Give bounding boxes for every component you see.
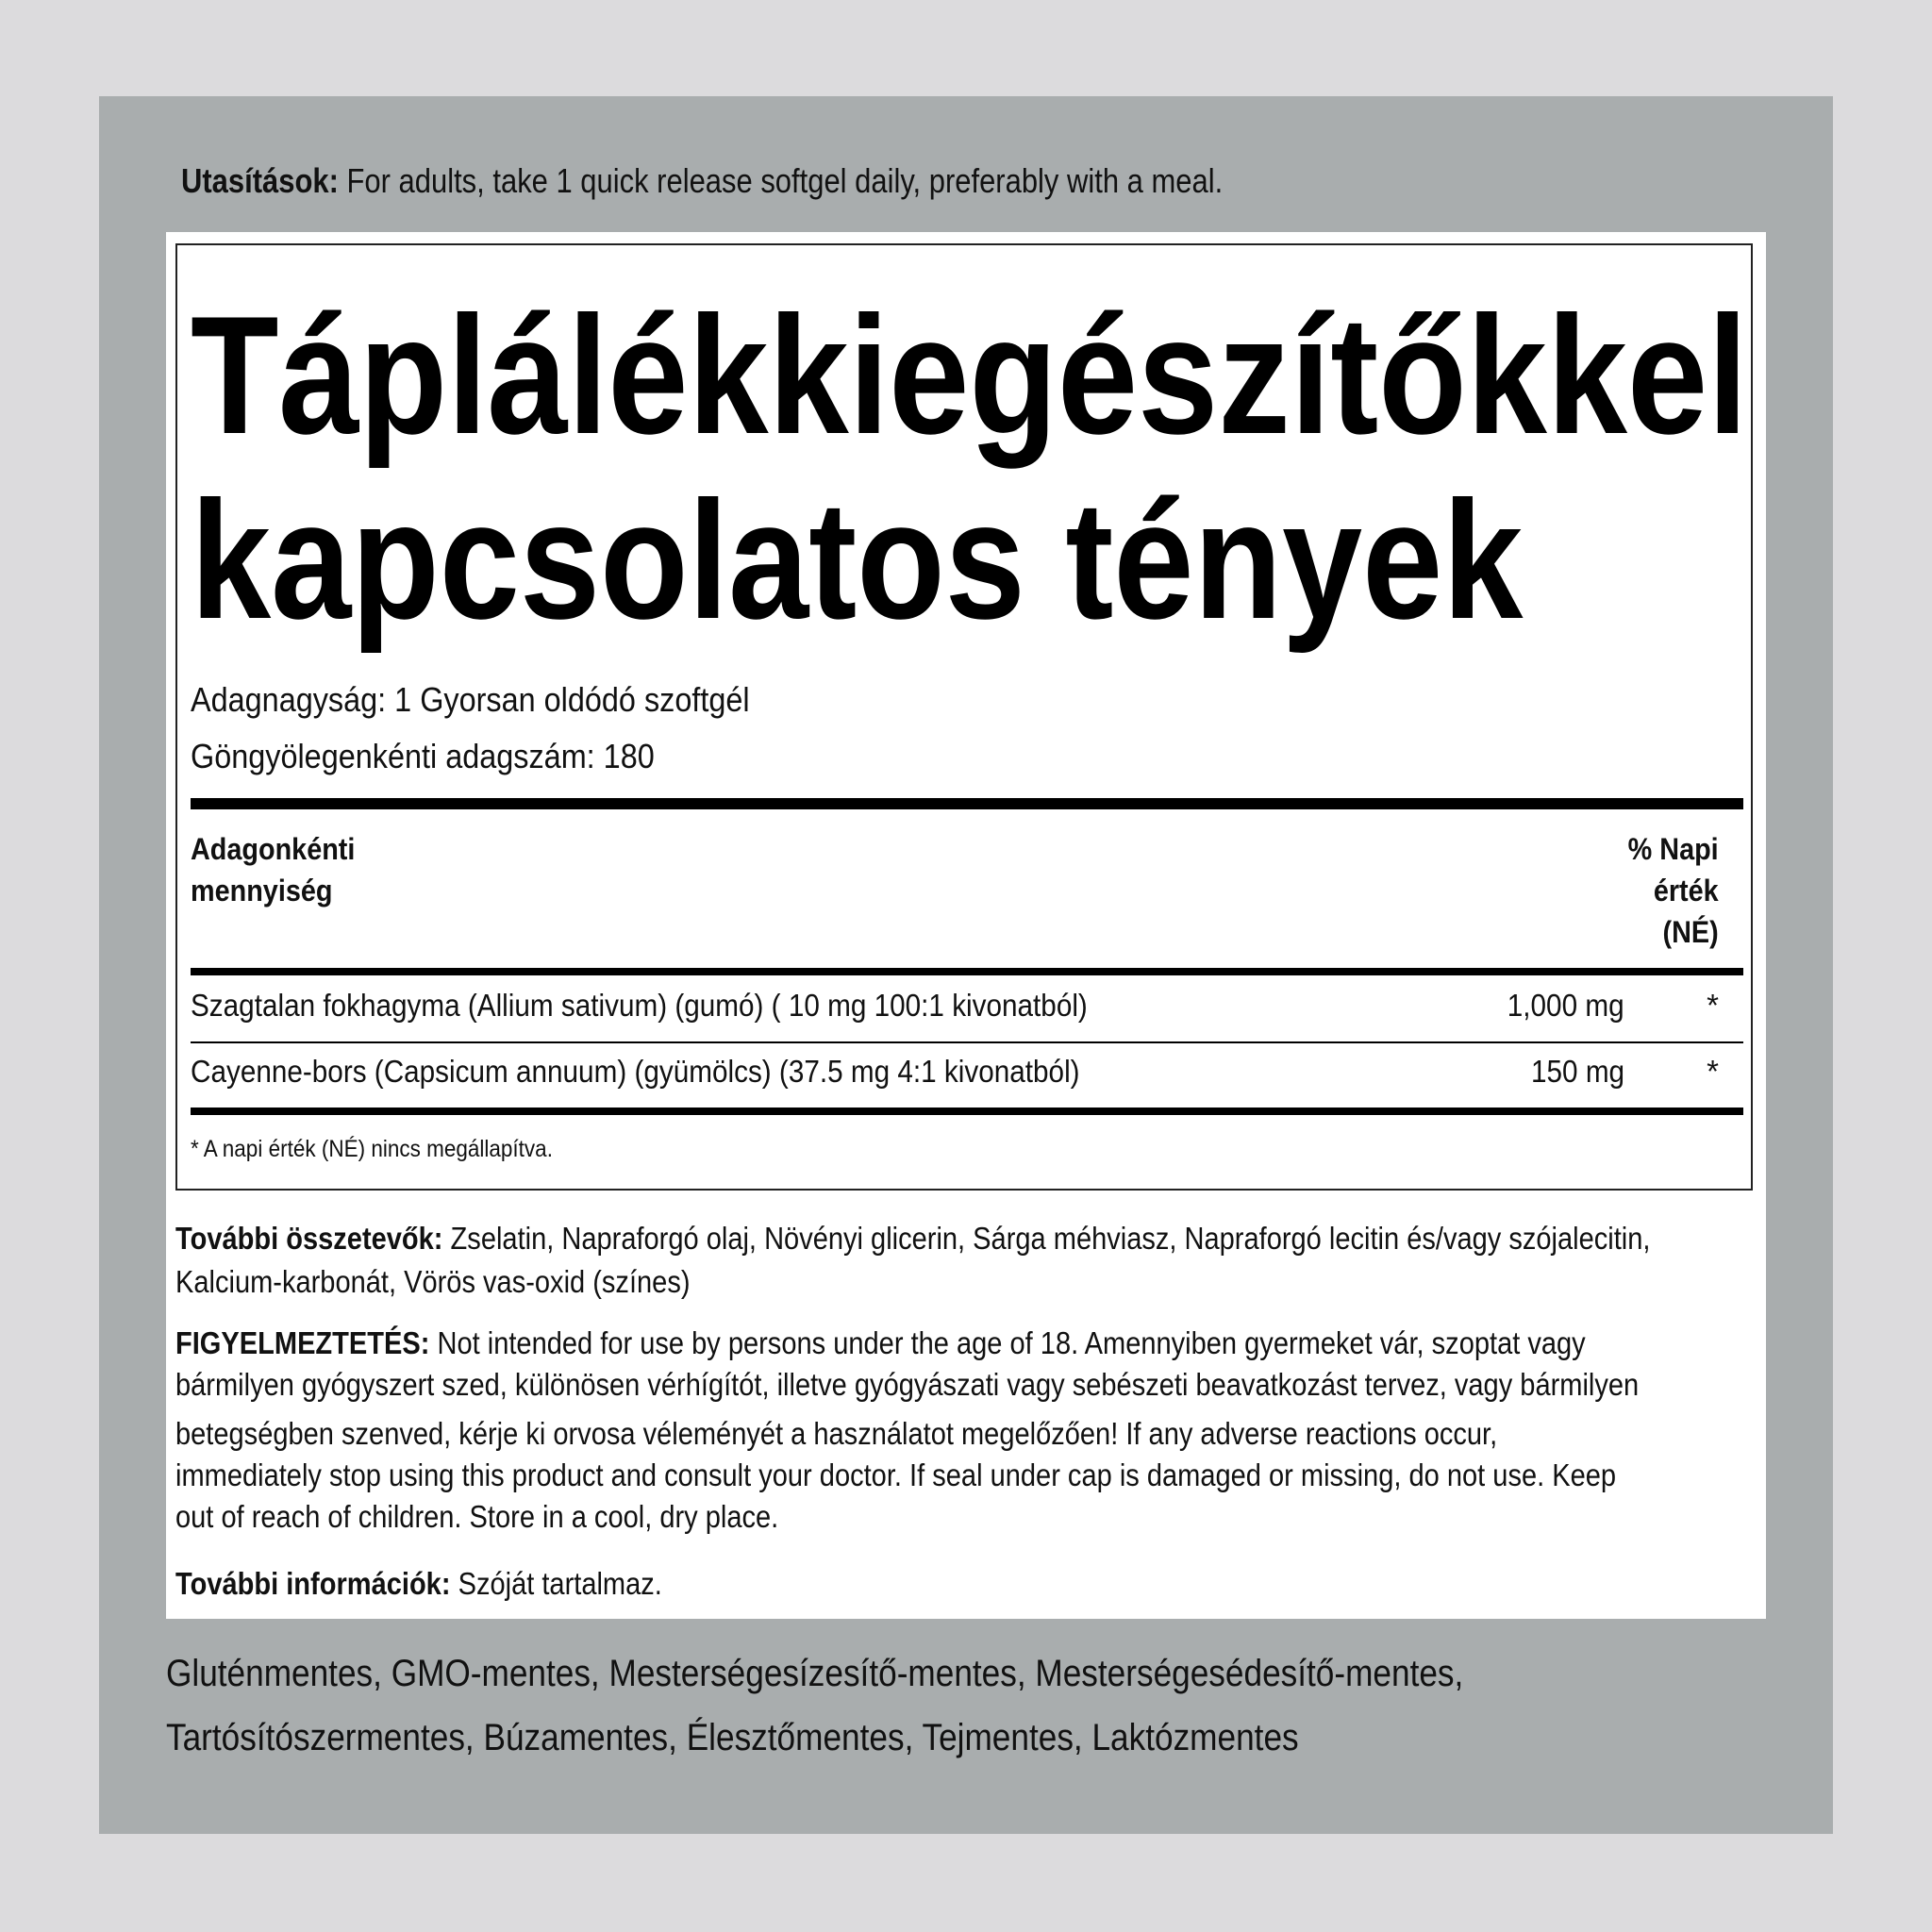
- thick-rule-top: [191, 798, 1743, 809]
- other-ingredients: [175, 1217, 1744, 1304]
- ingredient-amount: 1,000 mg: [1507, 988, 1624, 1023]
- header-left-line2: mennyiség: [191, 874, 333, 908]
- directions-label: Utasítások:: [181, 161, 339, 200]
- additional-info-label: További információk:: [175, 1566, 451, 1601]
- header-left-line1: Adagonkénti: [191, 832, 356, 866]
- additional-info-text: Szóját tartalmaz.: [458, 1566, 662, 1601]
- other-ingredients-text-2: Kalcium-karbonát, Vörös vas-oxid (színes): [175, 1264, 691, 1299]
- directions-text: For adults, take 1 quick release softgel daily, preferably with a meal.: [346, 161, 1224, 200]
- other-ingredients-text: Zselatin, Napraforgó olaj, Növényi glicerin, Sárga méhviasz, Napraforgó lecitin és/vagy szójalecitin,: [450, 1221, 1651, 1256]
- ingredient-daily-value: *: [1707, 1054, 1719, 1089]
- free-from-line1: Gluténmentes, GMO-mentes, Mesterségesízesítő-mentes, Mesterségesédesítő-mentes,: [166, 1653, 1464, 1694]
- header-right-line2: érték: [1654, 874, 1719, 908]
- facts-title: [191, 283, 1748, 653]
- facts-title-line1: Táplálékkiegészítőkkel: [191, 281, 1748, 469]
- free-from-claims: [166, 1641, 1743, 1770]
- daily-value-header: [1628, 828, 1719, 953]
- warning-line3: betegségben szenved, kérje ki orvosa véleményét a használatot megelőzően! If any adverse reactions occur,: [175, 1416, 1498, 1451]
- serving-size: Adagnagyság: 1 Gyorsan oldódó szoftgél: [191, 680, 750, 719]
- warning-label: FIGYELMEZTETÉS:: [175, 1325, 430, 1360]
- amount-per-serving-header: [191, 828, 355, 911]
- warning-line5: out of reach of children. Store in a cool, dry place.: [175, 1499, 779, 1534]
- servings-per-container: Göngyölegenkénti adagszám: 180: [191, 737, 655, 775]
- ingredient-name: Cayenne-bors (Capsicum annuum) (gyümölcs) (37.5 mg 4:1 kivonatból): [191, 1054, 1080, 1089]
- ingredient-amount: 150 mg: [1530, 1054, 1624, 1089]
- ingredient-daily-value: *: [1707, 988, 1719, 1023]
- other-ingredients-label: További összetevők:: [175, 1221, 443, 1256]
- header-right-line3: (NÉ): [1662, 915, 1719, 949]
- directions: [181, 158, 1560, 204]
- warning: [175, 1323, 1744, 1538]
- facts-title-line2: kapcsolatos tények: [191, 466, 1524, 654]
- thick-rule-bottom: [191, 1108, 1743, 1115]
- daily-value-footnote: * A napi érték (NÉ) nincs megállapítva.: [191, 1136, 553, 1162]
- header-right-line1: % Napi: [1627, 832, 1719, 866]
- thin-rule: [191, 1041, 1743, 1043]
- thick-rule-middle: [191, 968, 1743, 975]
- additional-info: [175, 1562, 1744, 1606]
- supplement-facts-box: [175, 243, 1753, 1191]
- warning-line4: immediately stop using this product and consult your doctor. If seal under cap is damaged or missing, do not use. Keep: [175, 1457, 1617, 1492]
- warning-line2: bármilyen gyógyszert szed, különösen vérhígítót, illetve gyógyászati vagy sebészeti beavatkozást tervez, vagy bármilyen: [175, 1367, 1640, 1402]
- warning-line1: Not intended for use by persons under the age of 18. Amennyiben gyermeket vár, szoptat vagy: [437, 1325, 1586, 1360]
- free-from-line2: Tartósítószermentes, Búzamentes, Élesztőmentes, Tejmentes, Laktózmentes: [166, 1717, 1299, 1758]
- ingredient-name: Szagtalan fokhagyma (Allium sativum) (gumó) ( 10 mg 100:1 kivonatból): [191, 988, 1088, 1023]
